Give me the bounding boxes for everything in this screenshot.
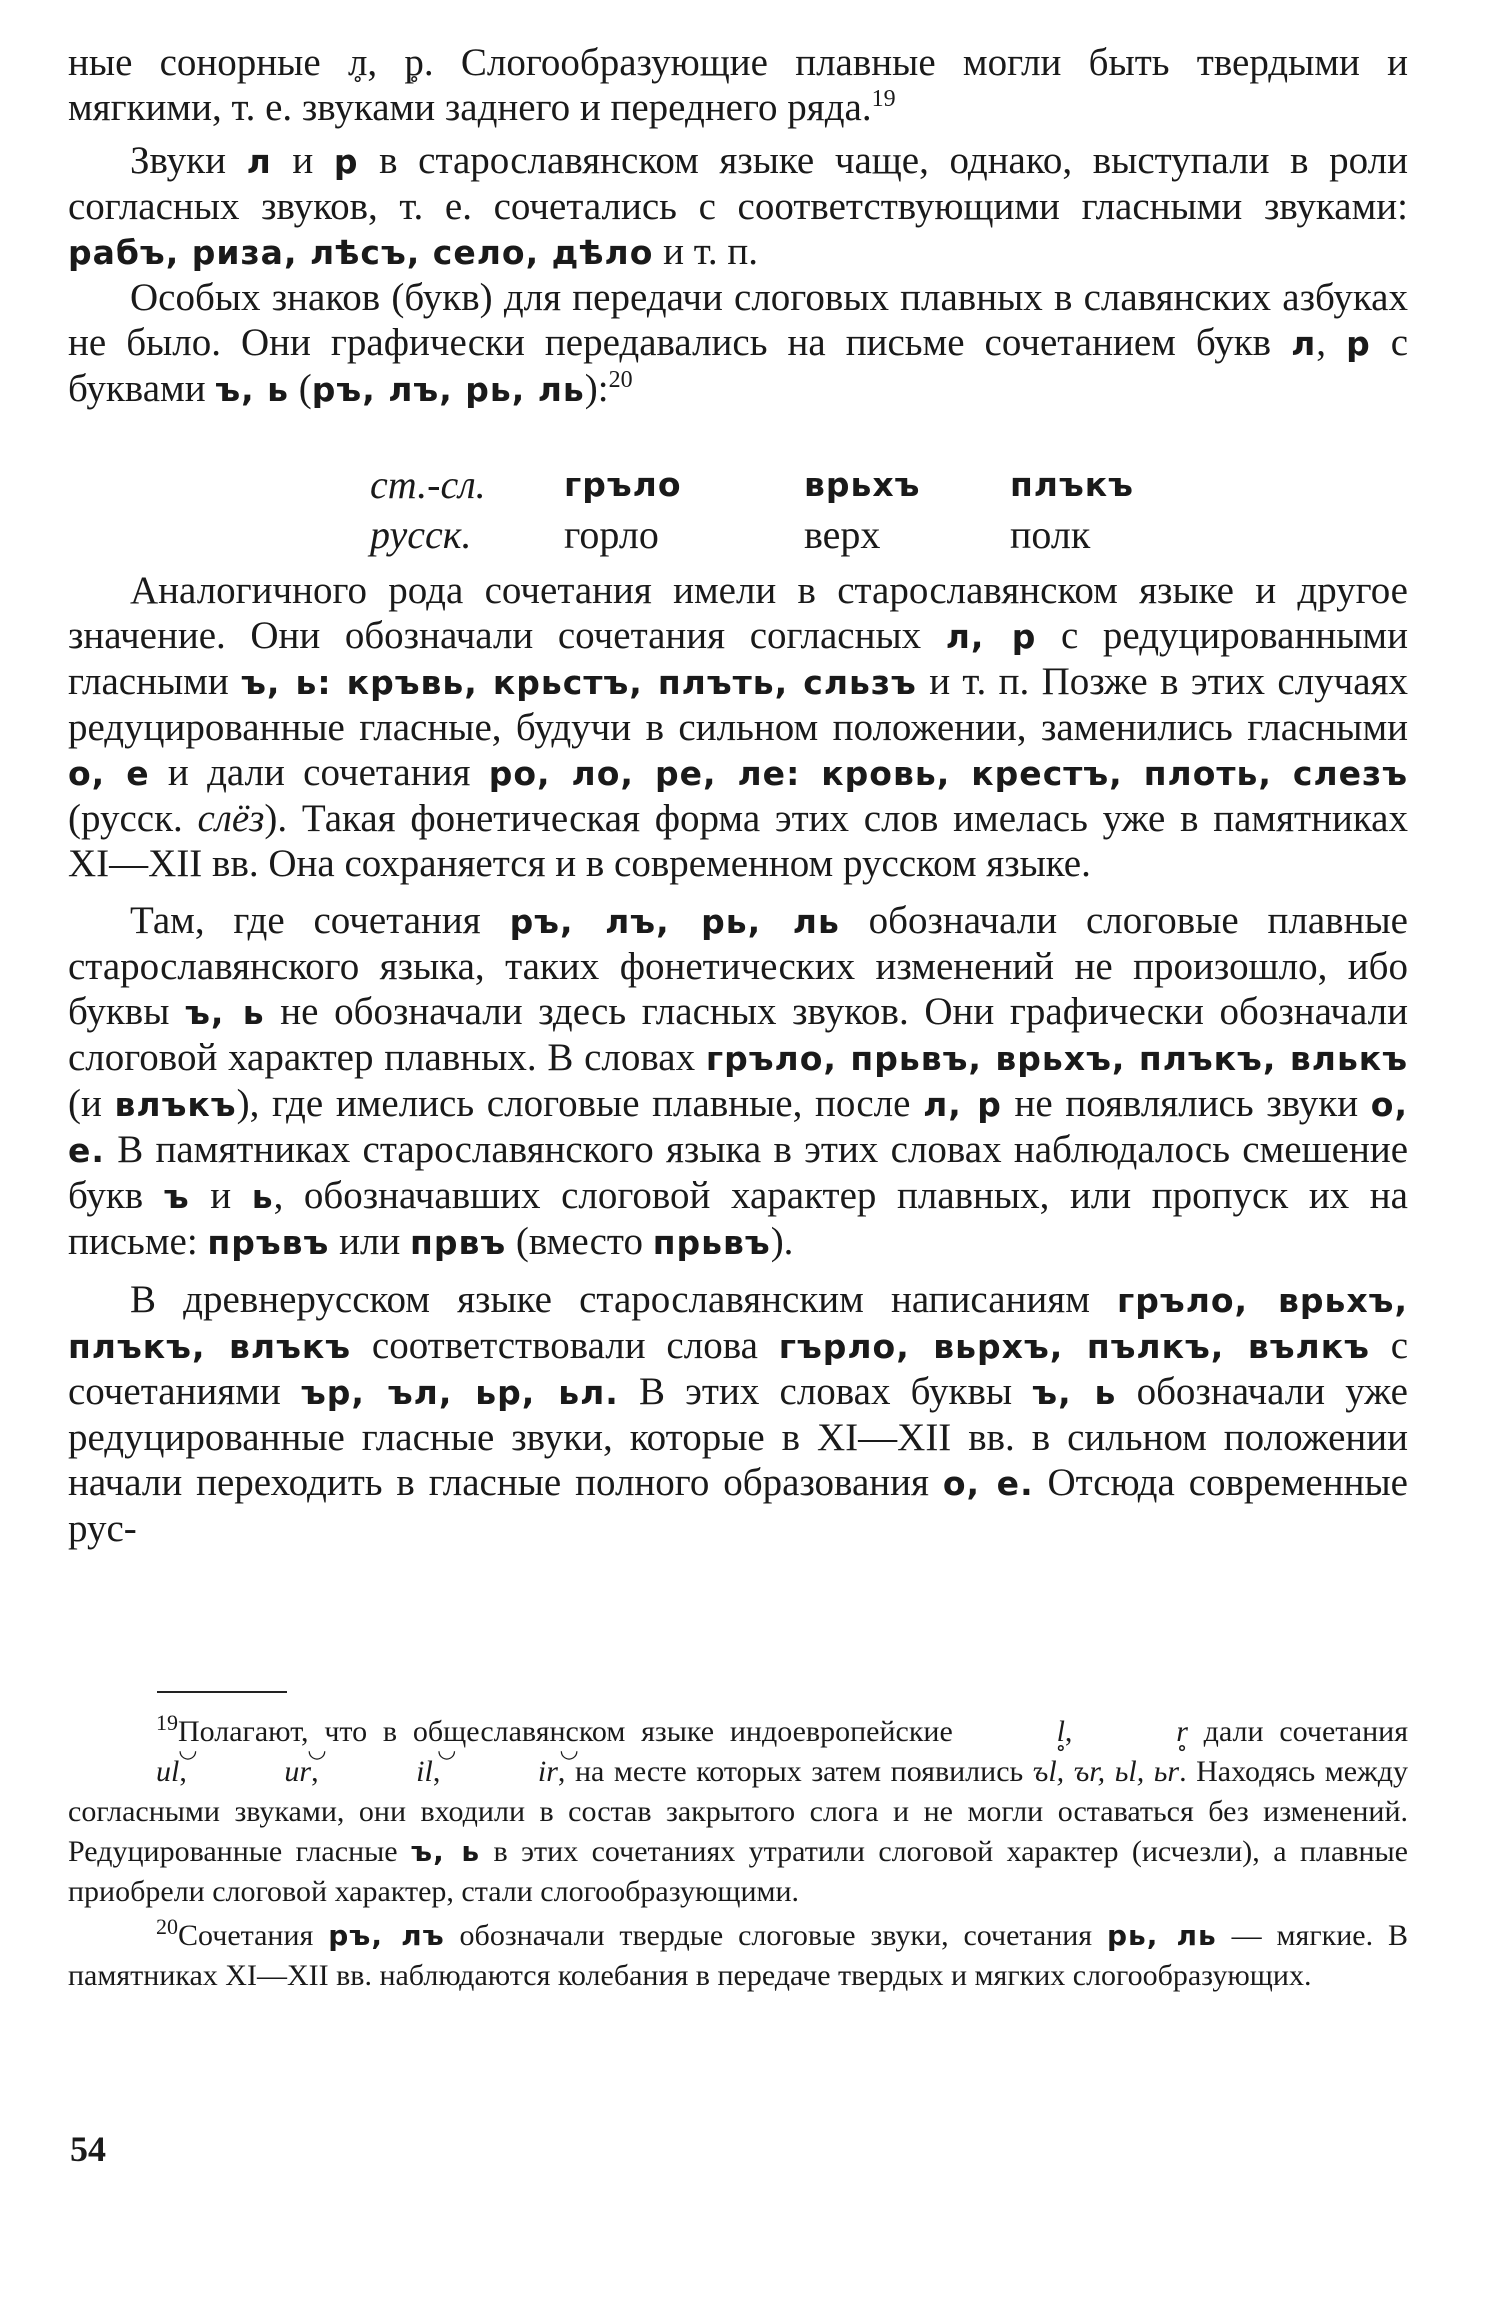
oldslavonic-words: рабъ, риза, лѣсъ, село, дѣло — [68, 233, 654, 272]
text: В этих словах буквы — [618, 1370, 1033, 1413]
oldslavonic-letters: л, р — [945, 617, 1037, 656]
oldslavonic-letter: ъ — [163, 1177, 190, 1216]
text: . Находясь между согласными звуками, они входили в состав закрытого слога и не могли оставаться без изменений. Редуцированные гласные — [68, 1755, 1409, 1868]
diphthong: ◡ ur — [196, 1752, 311, 1792]
oldslavonic-letter: р — [333, 142, 359, 181]
example-word: полк — [1010, 512, 1091, 557]
italic-word: слёз — [197, 797, 265, 840]
text: с редуцированными гласными — [68, 614, 1408, 703]
diphthong: ◡ ul — [68, 1752, 179, 1792]
text: , — [179, 1755, 197, 1788]
footnote-ref-20: 20 — [608, 367, 633, 393]
text: ные сонорные — [68, 41, 348, 84]
text: не появлялись звуки — [1001, 1082, 1371, 1125]
text: обозначали уже редуцированные гласные звуки, которые в XI—XII вв. в сильном положении начали переходить в гласные полного образования — [68, 1370, 1408, 1504]
oldslavonic-combos: рь, ль — [1107, 1919, 1217, 1952]
text: Сочетания — [178, 1919, 329, 1952]
text: Отсюда современные рус- — [68, 1461, 1408, 1550]
text: ), где имелись слоговые плавные, после — [236, 1082, 924, 1125]
text: соответствовали слова — [351, 1324, 779, 1367]
text: Звуки — [130, 139, 247, 182]
main-text — [68, 40, 1408, 412]
text: Особых знаков (букв) для передачи слоговых плавных в славянских азбуках не было. Они графически передавались на письме сочетанием букв — [68, 276, 1408, 364]
text: , — [1316, 321, 1347, 364]
example-label: русск. — [370, 512, 472, 557]
text: Там, где сочетания — [130, 899, 510, 942]
text: с буквами — [68, 321, 1409, 410]
oldslavonic-combos: ръ, лъ, рь, ль — [509, 902, 840, 941]
oldslavonic-words: кръвь, крьстъ, плъть, сльзъ — [331, 663, 917, 702]
example-word: горло — [564, 512, 659, 557]
example-label: ст.-сл. — [370, 462, 486, 507]
text: ). Такая фонетическая форма этих слов имелась уже в памятниках XI—XII вв. Она сохраняется и в современном русском языке. — [68, 797, 1408, 885]
oldslavonic-jers: ъ, ь — [215, 370, 290, 409]
example-row-oldslavonic — [370, 460, 1134, 510]
example-table — [370, 460, 1134, 560]
text: В древнерусском языке старославянским написаниям — [130, 1278, 1118, 1321]
text: в старославянском языке чаще, однако, выступали в роли согласных звуков, т. е. сочетались с соответствующими гласными звуками: — [68, 139, 1408, 228]
oldslavonic-word: прьвъ — [652, 1223, 771, 1262]
oldslavonic-words: гръло, прьвъ, врьхъ, плъкъ, влькъ — [705, 1039, 1409, 1078]
oldslavonic-letters: л, р — [923, 1085, 1002, 1124]
paragraph-6 — [68, 1277, 1408, 1551]
oldslavonic-jers: ъ, ь — [411, 1835, 481, 1868]
oldslavonic-jers: ъ, ь — [1032, 1373, 1117, 1412]
paragraph-2 — [68, 138, 1408, 275]
text: и — [271, 139, 334, 182]
text: (и — [68, 1082, 115, 1125]
text: (русск. — [68, 797, 198, 840]
diphthong: ◡ ir — [450, 1752, 558, 1792]
text: (вместо — [506, 1220, 653, 1263]
example-word: гръло — [564, 465, 682, 504]
footnote-19 — [68, 1712, 1408, 1912]
example-word: плъкъ — [1010, 465, 1134, 504]
paragraph-4 — [68, 568, 1408, 886]
footnote-divider — [157, 1691, 287, 1693]
text: и т. п. Позже в этих случаях редуцированные гласные, будучи в сильном положении, заменились гласными — [68, 660, 1408, 749]
example-word: верх — [804, 512, 881, 557]
text: , — [1064, 1715, 1089, 1748]
reflexes: ъl, ъr, ьl, ьr — [1032, 1755, 1180, 1788]
oldslavonic-vowels: о, е. — [942, 1464, 1034, 1503]
text: — мягкие. В памятниках XI—XII вв. наблюдаются колебания в передаче твердых и мягких слогообразующих. — [68, 1919, 1408, 1992]
text: и дали сочетания — [149, 751, 489, 794]
oldslavonic-letter: ь — [251, 1177, 274, 1216]
footnote-ref-19: 19 — [871, 86, 896, 112]
page-number: 54 — [70, 2129, 106, 2169]
text: . Слогообразующие плавные могли быть твердыми и мягкими, т. е. звуками заднего и переднего ряда. — [68, 41, 1409, 129]
text: , — [311, 1755, 329, 1788]
text: , обозначавших слоговой характер плавных, или пропуск их на письме: — [68, 1174, 1408, 1263]
text: Полагают, что в общеславянском языке индоевропейские — [178, 1715, 969, 1748]
oldslavonic-word: првъ — [410, 1223, 507, 1262]
oldslavonic-word: влъкъ — [114, 1085, 237, 1124]
text: и т. п. — [653, 230, 758, 273]
text: в этих сочетаниях утратили слоговой характер (исчезли), а плавные приобрели слоговой характер, стали слогообразующими. — [68, 1835, 1408, 1908]
oldslavonic-word: пръвъ — [207, 1223, 330, 1262]
text: В памятниках старославянского языка в этих словах наблюдалось смешение букв — [68, 1128, 1408, 1217]
example-word: врьхъ — [804, 465, 921, 504]
text: с сочетаниями — [68, 1324, 1409, 1413]
diphthong: ◡ il — [328, 1752, 433, 1792]
text: ). — [770, 1220, 794, 1263]
text: ( — [289, 367, 312, 410]
text: , — [432, 1755, 450, 1788]
oldslavonic-vowels: о, е. — [68, 1085, 1409, 1170]
text: или — [329, 1220, 411, 1263]
syllabic-r: р ∘ — [404, 40, 424, 85]
oldslavonic-words: гръло, врьхъ, плъкъ, влъкъ — [68, 1281, 1408, 1366]
text: обозначали твердые слоговые звуки, сочетания — [444, 1919, 1107, 1952]
syllabic-l: л ∘ — [348, 40, 367, 85]
text: , на месте которых затем появились — [557, 1755, 1033, 1788]
paragraph-5 — [68, 898, 1408, 1265]
paragraph-3 — [68, 275, 1408, 412]
oldslavonic-letter: л — [1291, 324, 1317, 363]
paragraph-1 — [68, 40, 1408, 130]
example-row-russian — [370, 510, 1134, 560]
footnotes — [68, 1712, 1408, 1996]
oldslavonic-combos: ръ, лъ — [328, 1919, 445, 1952]
text: , — [367, 41, 405, 84]
footnote-number: 20 — [156, 1914, 178, 1939]
text: ): — [584, 367, 609, 410]
oldslavonic-combos: ро, ло, ре, ле: кровь, крестъ, плоть, слезъ — [488, 754, 1409, 793]
oldslavonic-jers: ъ, ь: — [241, 663, 332, 702]
oldslavonic-vowels: о, е — [68, 754, 150, 793]
footnote-20 — [68, 1916, 1408, 1996]
oldslavonic-letter: р — [1346, 324, 1371, 363]
text: Аналогичного рода сочетания имели в старославянском языке и другое значение. Они обозначали сочетания согласных — [68, 569, 1408, 657]
text: обозначали слоговые плавные старославянского языка, таких фонетических изменений не произошло, ибо буквы — [68, 899, 1408, 1033]
text: дали сочетания — [1187, 1715, 1408, 1748]
oldslavonic-jers: ъ, ь — [185, 993, 265, 1032]
main-text-continued — [68, 568, 1408, 1551]
oldslavonic-combos: ръ, лъ, рь, ль — [311, 370, 585, 409]
footnote-number: 19 — [156, 1710, 178, 1735]
oldslavonic-letter: л — [246, 142, 272, 181]
oldrussian-words: гърло, вьрхъ, пълкъ, вълкъ — [778, 1327, 1370, 1366]
syllabic-l: l ∘ — [969, 1712, 1065, 1752]
syllabic-r: r ∘ — [1088, 1712, 1188, 1752]
text: не обозначали здесь гласных звуков. Они графически обозначали слоговой характер плавных. В словах — [68, 990, 1408, 1079]
text: и — [189, 1174, 252, 1217]
oldrussian-combos: ър, ъл, ьр, ьл. — [300, 1373, 619, 1412]
